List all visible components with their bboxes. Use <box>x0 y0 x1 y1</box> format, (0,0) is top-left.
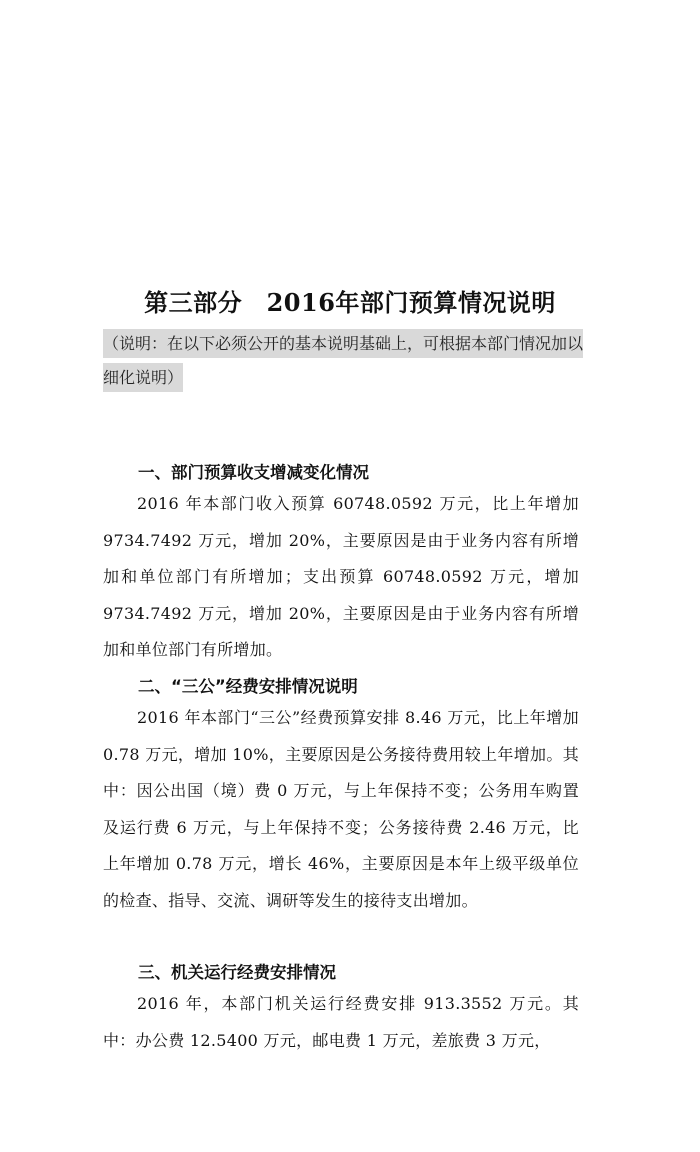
instruction-note-text: （说明：在以下必须公开的基本说明基础上，可根据本部门情况加以细化说明） <box>103 329 583 392</box>
instruction-note <box>103 327 583 395</box>
section-heading-three-public: 二、“三公”经费安排情况说明 <box>138 677 358 696</box>
section-body-three-public: 2016 年本部门“三公”经费预算安排 8.46 万元，比上年增加 0.78 万元，增加 10%，主要原因是公务接待费用较上年增加。其中：因公出国（境）费 0 万元，与上年保持不变；公务用车购置及运行费 6 万元，与上年保持不变；公务接待费 2.46 万元，比上年增加 0.78 万元，增长 46%，主要原因是本年上级平级单位的检查、指导、交流、调研等发生的接待支出增加。 <box>103 708 579 910</box>
section-body-operating-costs: 2016 年，本部门机关运行经费安排 913.3552 万元。其中：办公费 12.5400 万元，邮电费 1 万元，差旅费 3 万元， <box>103 994 579 1050</box>
page-title: 第三部分 2016年部门预算情况说明 <box>144 288 556 317</box>
section-heading-operating-costs: 三、机关运行经费安排情况 <box>138 963 336 982</box>
section-heading-budget-change: 一、部门预算收支增减变化情况 <box>138 463 369 482</box>
section-body-budget-change: 2016 年本部门收入预算 60748.0592 万元，比上年增加 9734.7492 万元，增加 20%，主要原因是由于业务内容有所增加和单位部门有所增加；支出预算 60748.0592 万元，增加 9734.7492 万元，增加 20%，主要原因是由于业务内容有所增加和单位部门有所增加。 <box>103 494 579 659</box>
